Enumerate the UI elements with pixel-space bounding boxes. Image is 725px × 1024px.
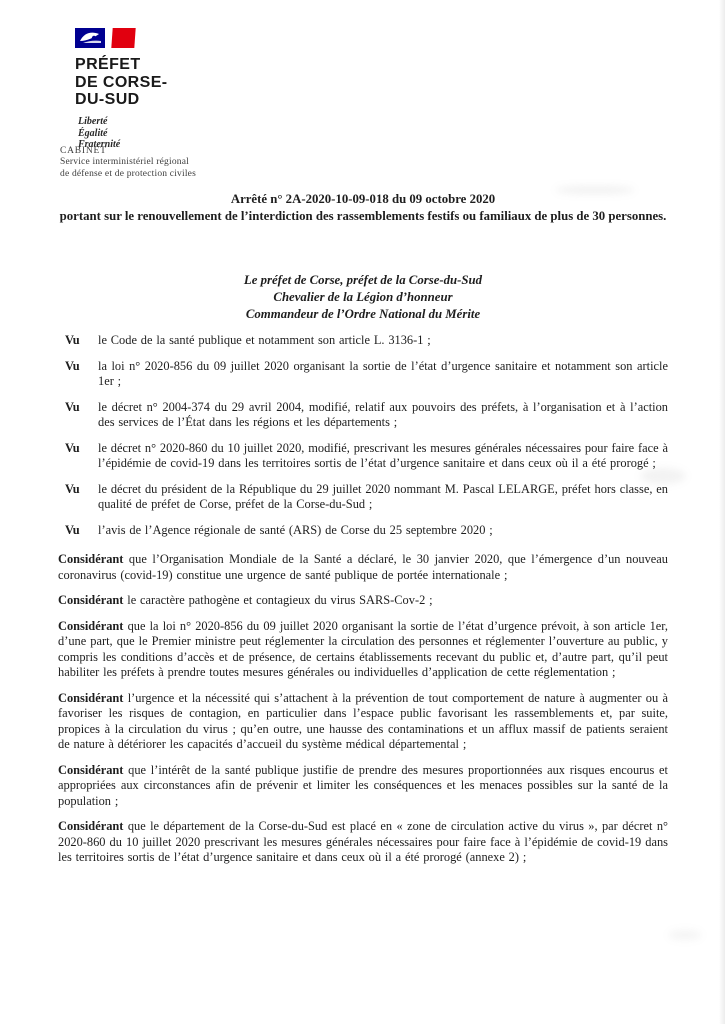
considerant-paragraph (58, 691, 668, 753)
vu-text: le décret n° 2004-374 du 29 avril 2004, modifié, relatif aux pouvoirs des préfets, à l’organisation et à l’action des services de l’État dans les régions et les départements ; (98, 399, 668, 429)
considerant-keyword: Considérant (58, 593, 124, 607)
considerant-paragraph (58, 593, 668, 609)
service-name-line: Service interministériel régional (60, 157, 190, 168)
prefecture-line: PRÉFET (75, 56, 141, 73)
considerant-text: que la loi n° 2020-856 du 09 juillet 2020 organisant la sortie de l’état d’urgence prévoit, à son article 1er, d’une part, que le Premier ministre peut réglementer la circulation des personnes et réglementer l’ouverture au public, y compris les conditions d’accès et de présence, de certains établissements recevant du public et, d’autre part, qu’il peut habiliter les préfets à prendre toutes mesures générales ou individuelles d’application de cette réglementation ; (58, 618, 668, 679)
authority-block (58, 272, 668, 323)
vu-item (58, 400, 668, 431)
motto-line: Fraternité (78, 139, 121, 151)
vu-keyword: Vu (65, 399, 80, 414)
vu-text: la loi n° 2020-856 du 09 juillet 2020 organisant la sortie de l’état d’urgence sanitaire et notamment son article 1er ; (98, 358, 668, 388)
considerant-keyword: Considérant (58, 819, 124, 833)
decree-body (58, 333, 668, 876)
scan-artifact (668, 930, 702, 940)
authority-line: Le préfet de Corse, préfet de la Corse-du-Sud (243, 273, 483, 287)
considerant-keyword: Considérant (58, 762, 124, 777)
service-name-line: de défense et de protection civiles (60, 168, 196, 179)
french-flag-logo (75, 28, 335, 49)
vu-text: l’avis de l’Agence régionale de santé (ARS) de Corse du 25 septembre 2020 ; (98, 522, 493, 537)
vu-section (58, 333, 668, 538)
vu-keyword: Vu (65, 481, 80, 496)
vu-item (58, 482, 668, 513)
issuing-service-block (60, 146, 196, 180)
decree-number-line: Arrêté n° 2A-2020-10-09-018 du 09 octobre 2020 (230, 192, 496, 206)
service-cabinet: CABINET (60, 146, 107, 156)
vu-keyword: Vu (65, 358, 80, 373)
prefecture-name (75, 56, 335, 109)
decree-subject-line: portant sur le renouvellement de l’interdiction des rassemblements festifs ou familiaux de plus de 30 personnes. (59, 208, 667, 223)
considerant-paragraph (58, 819, 668, 866)
considerant-paragraph (58, 552, 668, 583)
vu-item (58, 523, 668, 539)
vu-text: le Code de la santé publique et notamment son article L. 3136-1 ; (98, 333, 431, 347)
scan-artifact (640, 468, 686, 484)
vu-keyword: Vu (65, 522, 80, 537)
considerant-text: que l’Organisation Mondiale de la Santé a déclaré, le 30 janvier 2020, que l’émergence d’un nouveau coronavirus (covid-19) constitue une urgence de santé publique de portée internationale ; (58, 552, 668, 582)
vu-item (58, 359, 668, 390)
vu-keyword: Vu (65, 440, 80, 455)
considerant-keyword: Considérant (58, 552, 124, 566)
authority-line: Chevalier de la Légion d’honneur (273, 290, 453, 305)
prefecture-header (75, 28, 335, 151)
considerant-keyword: Considérant (58, 690, 124, 705)
vu-text: le décret n° 2020-860 du 10 juillet 2020, modifié, prescrivant les mesures générales nécessaires pour faire face à l’épidémie de covid-19 dans les territoires sortis de l’état d’urgence sanitaire et dans ceux où il a été prorogé ; (98, 440, 668, 470)
considerant-text: que l’intérêt de la santé publique justifie de prendre des mesures proportionnées aux risques encourus et appropriées aux circonstances afin de prévenir et limiter les conséquences et les menaces possibles sur la santé de la population ; (58, 762, 668, 808)
flag-red-stripe (111, 28, 135, 48)
vu-item (58, 333, 668, 349)
considerant-keyword: Considérant (58, 618, 124, 633)
considerant-text: l’urgence et la nécessité qui s’attachent à la prévention de tout comportement de nature à augmenter ou à favoriser les risques de contagion, en particulier dans l’espace public favorisant les rassemblements et, par suite, propices à la circulation du virus ; qu’en outre, une hausse des contaminations et un afflux massif de patients seraient de nature à détériorer les capacités d’accueil du système médical départemental ; (58, 690, 668, 751)
considerant-paragraph (58, 619, 668, 681)
vu-text: le décret du président de la République du 29 juillet 2020 nommant M. Pascal LELARGE, préfet hors classe, en qualité de préfet de Corse, préfet de la Corse-du-Sud ; (98, 481, 668, 511)
authority-line: Commandeur de l’Ordre National du Mérite (245, 307, 481, 322)
prefecture-line: DU-SUD (75, 91, 140, 109)
prefecture-line: DE CORSE- (75, 73, 168, 91)
marianne-icon (75, 28, 105, 48)
considerant-text: que le département de la Corse-du-Sud est placé en « zone de circulation active du virus », par décret n° 2020-860 du 10 juillet 2020 prescrivant les mesures générales nécessaires pour faire face à l’épidémie de covid-19 dans les territoires sortis de l’état d’urgence sanitaire et dans ceux où il a été prorogé (annexe 2) ; (58, 819, 668, 864)
scan-artifact (555, 186, 635, 194)
decree-title (58, 191, 668, 225)
motto-line: Égalité (78, 127, 108, 139)
considerant-text: le caractère pathogène et contagieux du virus SARS-Cov-2 ; (127, 593, 433, 607)
vu-keyword: Vu (65, 333, 80, 347)
scan-edge-shadow (719, 0, 725, 1024)
considerant-paragraph (58, 763, 668, 810)
motto-line: Liberté (78, 115, 108, 127)
vu-item (58, 441, 668, 472)
